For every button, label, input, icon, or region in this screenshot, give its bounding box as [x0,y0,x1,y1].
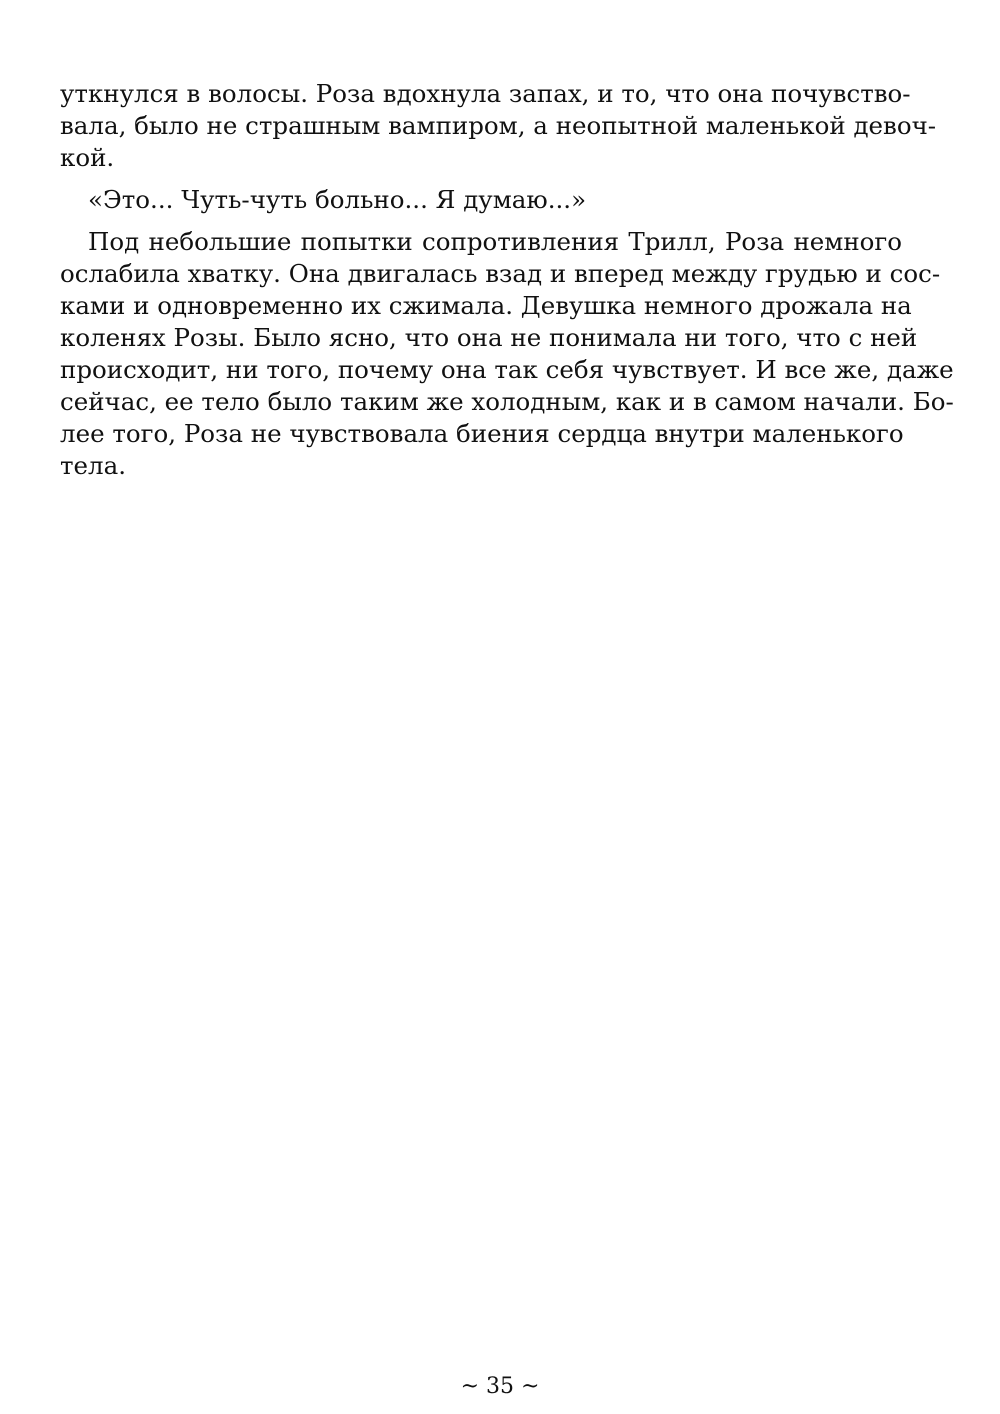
text-line: «Это... Чуть-чуть больно... Я думаю...» [88,185,587,214]
text-line: коленях Розы. Было ясно, что она не понимала ни того, что с ней [60,323,918,352]
paragraph-1 [60,78,937,174]
text-line: Под небольшие попытки сопротивления Трилл, Роза немного [88,227,902,256]
text-line: тела. [60,451,127,480]
text-line: вала, было не страшным вампиром, а неопытной маленькой девоч- [60,111,937,140]
paragraph-2 [60,184,902,216]
page-number: ~ 35 ~ [460,1374,540,1399]
text-line: уткнулся в волосы. Роза вдохнула запах, и то, что она почувство- [60,79,911,108]
paragraph-3 [60,226,954,482]
text-line: ками и одновременно их сжимала. Девушка немного дрожала на [60,291,912,320]
page-body-text [60,78,954,492]
text-line: происходит, ни того, почему она так себя чувствует. И все же, даже [60,355,954,384]
text-line: кой. [60,143,115,172]
text-line: ослабила хватку. Она двигалась взад и вперед между грудью и сос- [60,259,941,288]
text-line: лее того, Роза не чувствовала биения сердца внутри маленького [60,419,904,448]
text-line: сейчас, ее тело было таким же холодным, как и в самом начали. Бо- [60,387,954,416]
